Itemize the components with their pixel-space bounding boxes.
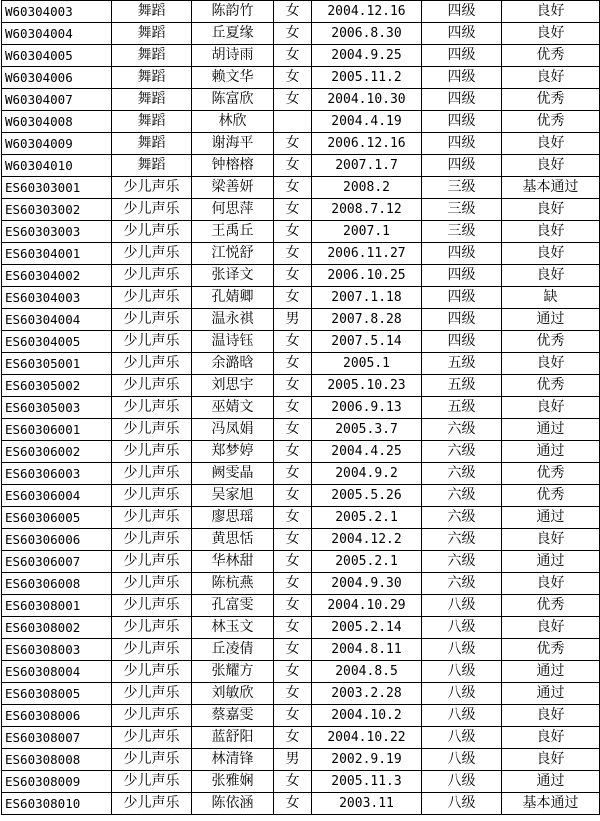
name-cell: 胡诗雨 [192, 45, 274, 67]
table-row [2, 45, 600, 67]
table-row [2, 155, 600, 177]
table-row [2, 529, 600, 551]
result-cell: 良好 [502, 133, 600, 155]
result-cell: 良好 [502, 727, 600, 749]
name-cell: 张耀方 [192, 661, 274, 683]
subject-cell: 少儿声乐 [112, 485, 192, 507]
level-cell: 六级 [422, 463, 502, 485]
level-cell: 四级 [422, 331, 502, 353]
subject-cell: 少儿声乐 [112, 177, 192, 199]
birthdate-cell: 2005.1 [312, 353, 422, 375]
name-cell: 余潞晗 [192, 353, 274, 375]
table-row [2, 265, 600, 287]
level-cell: 八级 [422, 661, 502, 683]
result-cell: 良好 [502, 265, 600, 287]
table-row [2, 67, 600, 89]
exam-id-cell: ES60308003 [2, 639, 112, 661]
subject-cell: 舞蹈 [112, 1, 192, 23]
name-cell: 丘夏缘 [192, 23, 274, 45]
level-cell: 四级 [422, 287, 502, 309]
subject-cell: 少儿声乐 [112, 463, 192, 485]
level-cell: 三级 [422, 221, 502, 243]
birthdate-cell: 2004.8.5 [312, 661, 422, 683]
gender-cell: 女 [274, 89, 312, 111]
subject-cell: 少儿声乐 [112, 705, 192, 727]
name-cell: 阙雯晶 [192, 463, 274, 485]
birthdate-cell: 2008.7.12 [312, 199, 422, 221]
result-cell: 良好 [502, 243, 600, 265]
subject-cell: 舞蹈 [112, 45, 192, 67]
birthdate-cell: 2004.12.2 [312, 529, 422, 551]
name-cell: 黄思恬 [192, 529, 274, 551]
level-cell: 八级 [422, 727, 502, 749]
subject-cell: 舞蹈 [112, 111, 192, 133]
level-cell: 四级 [422, 89, 502, 111]
birthdate-cell: 2004.9.25 [312, 45, 422, 67]
subject-cell: 舞蹈 [112, 89, 192, 111]
table-row [2, 683, 600, 705]
table-row [2, 617, 600, 639]
birthdate-cell: 2003.2.28 [312, 683, 422, 705]
exam-id-cell: W60304005 [2, 45, 112, 67]
table-row [2, 793, 600, 815]
subject-cell: 少儿声乐 [112, 551, 192, 573]
level-cell: 六级 [422, 441, 502, 463]
level-cell: 四级 [422, 111, 502, 133]
birthdate-cell: 2006.12.16 [312, 133, 422, 155]
name-cell: 蔡嘉雯 [192, 705, 274, 727]
level-cell: 八级 [422, 793, 502, 815]
exam-id-cell: ES60306003 [2, 463, 112, 485]
result-cell: 良好 [502, 573, 600, 595]
result-cell: 优秀 [502, 595, 600, 617]
name-cell: 王禹丘 [192, 221, 274, 243]
level-cell: 五级 [422, 397, 502, 419]
table-row [2, 485, 600, 507]
name-cell: 孔婧卿 [192, 287, 274, 309]
birthdate-cell: 2005.2.1 [312, 507, 422, 529]
gender-cell: 女 [274, 639, 312, 661]
gender-cell: 女 [274, 507, 312, 529]
gender-cell: 女 [274, 23, 312, 45]
level-cell: 八级 [422, 639, 502, 661]
level-cell: 六级 [422, 485, 502, 507]
result-cell: 良好 [502, 1, 600, 23]
result-cell: 良好 [502, 529, 600, 551]
gender-cell: 男 [274, 749, 312, 771]
exam-id-cell: ES60305003 [2, 397, 112, 419]
table-row [2, 23, 600, 45]
result-cell: 良好 [502, 199, 600, 221]
table-row [2, 507, 600, 529]
exam-id-cell: ES60308001 [2, 595, 112, 617]
exam-id-cell: ES60308004 [2, 661, 112, 683]
table-row [2, 463, 600, 485]
exam-id-cell: W60304008 [2, 111, 112, 133]
result-cell: 优秀 [502, 639, 600, 661]
gender-cell: 女 [274, 397, 312, 419]
level-cell: 八级 [422, 771, 502, 793]
subject-cell: 少儿声乐 [112, 441, 192, 463]
subject-cell: 少儿声乐 [112, 529, 192, 551]
birthdate-cell: 2005.5.26 [312, 485, 422, 507]
exam-id-cell: ES60306006 [2, 529, 112, 551]
birthdate-cell: 2004.9.2 [312, 463, 422, 485]
name-cell: 梁善妍 [192, 177, 274, 199]
birthdate-cell: 2005.2.1 [312, 551, 422, 573]
exam-id-cell: ES60304001 [2, 243, 112, 265]
exam-id-cell: W60304009 [2, 133, 112, 155]
exam-id-cell: ES60306001 [2, 419, 112, 441]
level-cell: 三级 [422, 177, 502, 199]
result-cell: 基本通过 [502, 177, 600, 199]
birthdate-cell: 2004.4.19 [312, 111, 422, 133]
name-cell: 温永祺 [192, 309, 274, 331]
table-row [2, 727, 600, 749]
table-row [2, 177, 600, 199]
table-row [2, 221, 600, 243]
exam-id-cell: W60304004 [2, 23, 112, 45]
level-cell: 五级 [422, 375, 502, 397]
gender-cell: 女 [274, 683, 312, 705]
birthdate-cell: 2005.3.7 [312, 419, 422, 441]
name-cell: 林玉文 [192, 617, 274, 639]
gender-cell: 女 [274, 199, 312, 221]
gender-cell: 女 [274, 529, 312, 551]
exam-id-cell: ES60306002 [2, 441, 112, 463]
name-cell: 冯凤娟 [192, 419, 274, 441]
birthdate-cell: 2004.8.11 [312, 639, 422, 661]
level-cell: 四级 [422, 67, 502, 89]
subject-cell: 少儿声乐 [112, 287, 192, 309]
gender-cell: 女 [274, 617, 312, 639]
table-row [2, 551, 600, 573]
exam-id-cell: ES60303002 [2, 199, 112, 221]
gender-cell: 女 [274, 1, 312, 23]
table-row [2, 397, 600, 419]
gender-cell: 男 [274, 309, 312, 331]
level-cell: 六级 [422, 419, 502, 441]
exam-id-cell: ES60306007 [2, 551, 112, 573]
birthdate-cell: 2004.10.30 [312, 89, 422, 111]
name-cell: 谢海平 [192, 133, 274, 155]
subject-cell: 少儿声乐 [112, 221, 192, 243]
subject-cell: 少儿声乐 [112, 353, 192, 375]
exam-id-cell: ES60308010 [2, 793, 112, 815]
gender-cell: 女 [274, 793, 312, 815]
name-cell: 刘敏欣 [192, 683, 274, 705]
level-cell: 四级 [422, 309, 502, 331]
exam-id-cell: ES60304004 [2, 309, 112, 331]
table-row [2, 89, 600, 111]
level-cell: 四级 [422, 45, 502, 67]
subject-cell: 舞蹈 [112, 23, 192, 45]
birthdate-cell: 2002.9.19 [312, 749, 422, 771]
level-cell: 四级 [422, 155, 502, 177]
table-row [2, 749, 600, 771]
level-cell: 八级 [422, 749, 502, 771]
result-cell: 优秀 [502, 485, 600, 507]
name-cell: 陈富欣 [192, 89, 274, 111]
table-row [2, 595, 600, 617]
birthdate-cell: 2007.1.18 [312, 287, 422, 309]
birthdate-cell: 2004.9.30 [312, 573, 422, 595]
name-cell: 陈韵竹 [192, 1, 274, 23]
result-cell: 通过 [502, 771, 600, 793]
subject-cell: 少儿声乐 [112, 639, 192, 661]
birthdate-cell: 2005.11.2 [312, 67, 422, 89]
gender-cell: 女 [274, 375, 312, 397]
name-cell: 陈杭燕 [192, 573, 274, 595]
level-cell: 八级 [422, 617, 502, 639]
name-cell: 江悦舒 [192, 243, 274, 265]
table-row [2, 419, 600, 441]
exam-id-cell: W60304003 [2, 1, 112, 23]
table-row [2, 243, 600, 265]
name-cell: 陈依涵 [192, 793, 274, 815]
name-cell: 蓝舒阳 [192, 727, 274, 749]
result-cell: 良好 [502, 353, 600, 375]
gender-cell: 女 [274, 155, 312, 177]
name-cell: 何思萍 [192, 199, 274, 221]
birthdate-cell: 2004.10.22 [312, 727, 422, 749]
exam-id-cell: W60304010 [2, 155, 112, 177]
gender-cell: 女 [274, 661, 312, 683]
result-cell: 优秀 [502, 463, 600, 485]
level-cell: 八级 [422, 595, 502, 617]
gender-cell: 女 [274, 419, 312, 441]
exam-id-cell: ES60305001 [2, 353, 112, 375]
birthdate-cell: 2006.10.25 [312, 265, 422, 287]
gender-cell: 女 [274, 441, 312, 463]
gender-cell: 女 [274, 221, 312, 243]
birthdate-cell: 2006.11.27 [312, 243, 422, 265]
level-cell: 六级 [422, 573, 502, 595]
result-cell: 通过 [502, 419, 600, 441]
level-cell: 六级 [422, 551, 502, 573]
exam-id-cell: ES60306008 [2, 573, 112, 595]
subject-cell: 少儿声乐 [112, 331, 192, 353]
level-cell: 四级 [422, 243, 502, 265]
birthdate-cell: 2008.2 [312, 177, 422, 199]
exam-id-cell: W60304006 [2, 67, 112, 89]
exam-results-table [1, 0, 600, 815]
birthdate-cell: 2005.2.14 [312, 617, 422, 639]
level-cell: 六级 [422, 507, 502, 529]
exam-id-cell: ES60304002 [2, 265, 112, 287]
birthdate-cell: 2005.10.23 [312, 375, 422, 397]
subject-cell: 少儿声乐 [112, 749, 192, 771]
subject-cell: 少儿声乐 [112, 595, 192, 617]
subject-cell: 少儿声乐 [112, 661, 192, 683]
name-cell: 廖思瑶 [192, 507, 274, 529]
exam-id-cell: ES60308007 [2, 727, 112, 749]
subject-cell: 少儿声乐 [112, 243, 192, 265]
exam-id-cell: ES60306005 [2, 507, 112, 529]
exam-id-cell: ES60303003 [2, 221, 112, 243]
table-row [2, 287, 600, 309]
birthdate-cell: 2006.9.13 [312, 397, 422, 419]
result-cell: 基本通过 [502, 793, 600, 815]
level-cell: 四级 [422, 265, 502, 287]
exam-id-cell: ES60308006 [2, 705, 112, 727]
birthdate-cell: 2004.12.16 [312, 1, 422, 23]
level-cell: 八级 [422, 683, 502, 705]
table-row [2, 1, 600, 23]
subject-cell: 少儿声乐 [112, 375, 192, 397]
level-cell: 三级 [422, 199, 502, 221]
subject-cell: 舞蹈 [112, 67, 192, 89]
birthdate-cell: 2004.4.25 [312, 441, 422, 463]
subject-cell: 少儿声乐 [112, 573, 192, 595]
name-cell: 吴家旭 [192, 485, 274, 507]
exam-id-cell: ES60304005 [2, 331, 112, 353]
birthdate-cell: 2007.8.28 [312, 309, 422, 331]
exam-id-cell: ES60308005 [2, 683, 112, 705]
result-cell: 良好 [502, 617, 600, 639]
gender-cell: 女 [274, 551, 312, 573]
name-cell: 孔富雯 [192, 595, 274, 617]
name-cell: 钟榕榕 [192, 155, 274, 177]
table-row [2, 639, 600, 661]
result-cell: 通过 [502, 507, 600, 529]
result-cell: 优秀 [502, 375, 600, 397]
subject-cell: 少儿声乐 [112, 265, 192, 287]
gender-cell: 女 [274, 463, 312, 485]
table-row [2, 199, 600, 221]
result-cell: 通过 [502, 309, 600, 331]
gender-cell: 女 [274, 45, 312, 67]
gender-cell: 女 [274, 727, 312, 749]
gender-cell: 女 [274, 771, 312, 793]
exam-id-cell: ES60305002 [2, 375, 112, 397]
level-cell: 五级 [422, 353, 502, 375]
table-row [2, 309, 600, 331]
table-row [2, 111, 600, 133]
level-cell: 八级 [422, 705, 502, 727]
result-cell: 优秀 [502, 331, 600, 353]
gender-cell: 女 [274, 485, 312, 507]
name-cell: 温诗钰 [192, 331, 274, 353]
result-cell: 良好 [502, 221, 600, 243]
exam-id-cell: ES60308009 [2, 771, 112, 793]
result-cell: 良好 [502, 155, 600, 177]
result-cell: 良好 [502, 705, 600, 727]
birthdate-cell: 2005.11.3 [312, 771, 422, 793]
subject-cell: 少儿声乐 [112, 727, 192, 749]
result-cell: 缺 [502, 287, 600, 309]
table-row [2, 573, 600, 595]
subject-cell: 少儿声乐 [112, 507, 192, 529]
subject-cell: 少儿声乐 [112, 419, 192, 441]
exam-id-cell: ES60306004 [2, 485, 112, 507]
table-body [2, 1, 600, 815]
name-cell: 张译文 [192, 265, 274, 287]
name-cell: 郑梦婷 [192, 441, 274, 463]
result-cell: 通过 [502, 551, 600, 573]
name-cell: 刘思宇 [192, 375, 274, 397]
gender-cell: 女 [274, 595, 312, 617]
result-cell: 良好 [502, 67, 600, 89]
table-row [2, 771, 600, 793]
exam-id-cell: ES60303001 [2, 177, 112, 199]
name-cell: 林清锋 [192, 749, 274, 771]
result-cell: 优秀 [502, 89, 600, 111]
birthdate-cell: 2004.10.2 [312, 705, 422, 727]
table-row [2, 353, 600, 375]
exam-id-cell: ES60308008 [2, 749, 112, 771]
level-cell: 四级 [422, 23, 502, 45]
subject-cell: 少儿声乐 [112, 617, 192, 639]
table-row [2, 661, 600, 683]
table-row [2, 133, 600, 155]
result-cell: 良好 [502, 749, 600, 771]
subject-cell: 少儿声乐 [112, 397, 192, 419]
gender-cell: 女 [274, 67, 312, 89]
result-cell: 优秀 [502, 45, 600, 67]
subject-cell: 少儿声乐 [112, 793, 192, 815]
result-cell: 通过 [502, 661, 600, 683]
subject-cell: 少儿声乐 [112, 309, 192, 331]
birthdate-cell: 2007.1.7 [312, 155, 422, 177]
gender-cell: 女 [274, 243, 312, 265]
level-cell: 六级 [422, 529, 502, 551]
gender-cell: 女 [274, 133, 312, 155]
result-cell: 良好 [502, 23, 600, 45]
name-cell: 巫婧文 [192, 397, 274, 419]
table-row [2, 441, 600, 463]
table-row [2, 705, 600, 727]
gender-cell: 女 [274, 573, 312, 595]
table-row [2, 331, 600, 353]
name-cell: 张雅娴 [192, 771, 274, 793]
birthdate-cell: 2007.5.14 [312, 331, 422, 353]
exam-id-cell: ES60304003 [2, 287, 112, 309]
gender-cell: 女 [274, 265, 312, 287]
subject-cell: 少儿声乐 [112, 683, 192, 705]
result-cell: 良好 [502, 397, 600, 419]
gender-cell: 女 [274, 287, 312, 309]
name-cell: 林欣 [192, 111, 274, 133]
level-cell: 四级 [422, 1, 502, 23]
birthdate-cell: 2007.1 [312, 221, 422, 243]
gender-cell: 女 [274, 331, 312, 353]
level-cell: 四级 [422, 133, 502, 155]
result-cell: 优秀 [502, 111, 600, 133]
subject-cell: 舞蹈 [112, 155, 192, 177]
gender-cell [274, 111, 312, 133]
gender-cell: 女 [274, 705, 312, 727]
birthdate-cell: 2006.8.30 [312, 23, 422, 45]
gender-cell: 女 [274, 353, 312, 375]
birthdate-cell: 2003.11 [312, 793, 422, 815]
name-cell: 赖文华 [192, 67, 274, 89]
table-row [2, 375, 600, 397]
name-cell: 丘凌倩 [192, 639, 274, 661]
result-cell: 通过 [502, 441, 600, 463]
name-cell: 华林甜 [192, 551, 274, 573]
subject-cell: 少儿声乐 [112, 771, 192, 793]
birthdate-cell: 2004.10.29 [312, 595, 422, 617]
subject-cell: 少儿声乐 [112, 199, 192, 221]
gender-cell: 女 [274, 177, 312, 199]
exam-id-cell: W60304007 [2, 89, 112, 111]
result-cell: 通过 [502, 683, 600, 705]
subject-cell: 舞蹈 [112, 133, 192, 155]
exam-id-cell: ES60308002 [2, 617, 112, 639]
